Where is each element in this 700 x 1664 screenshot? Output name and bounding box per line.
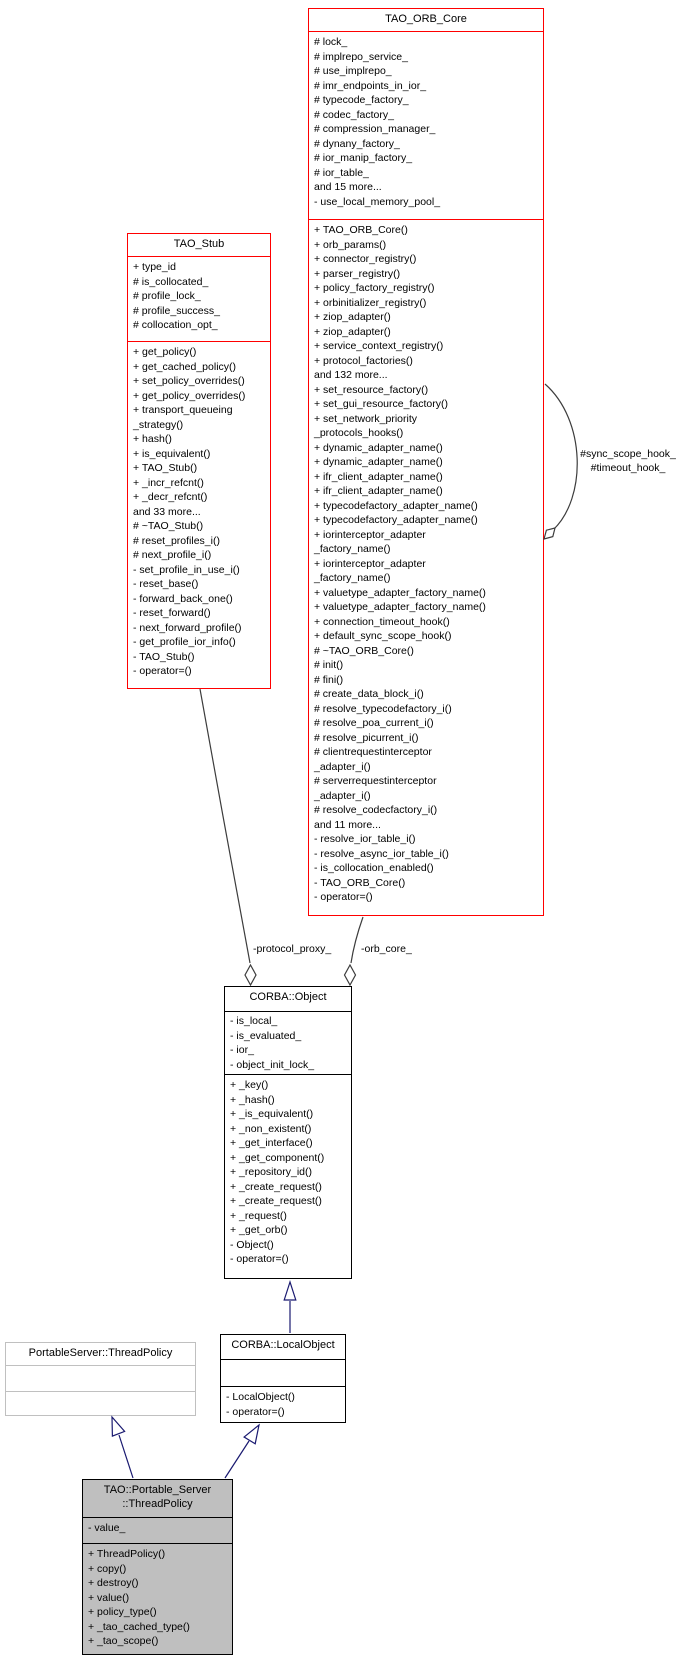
edge-label-hooks xyxy=(556,448,700,475)
class-attributes xyxy=(128,256,270,341)
edge-label-sync-scope-hook: #sync_scope_hook_ xyxy=(580,448,676,460)
member-line: - resolve_async_ior_table_i() xyxy=(314,847,449,860)
member-line: and 15 more... xyxy=(314,181,382,193)
member-line: + set_network_priority xyxy=(314,412,418,425)
class-box-portableserver-threadpolicy[interactable] xyxy=(5,1342,196,1416)
member-line: + _tao_scope() xyxy=(88,1635,159,1647)
member-line: # implrepo_service_ xyxy=(314,50,408,63)
class-methods xyxy=(83,1543,232,1654)
member-line: + _create_request() xyxy=(230,1195,322,1207)
class-title[interactable] xyxy=(309,9,543,31)
class-title-line: CORBA::LocalObject xyxy=(231,1339,335,1351)
member-line: # next_profile_i() xyxy=(133,549,212,561)
class-title[interactable] xyxy=(128,234,270,256)
edge-label-protocol-proxy: -protocol_proxy_ xyxy=(253,943,332,955)
member-line: - operator=() xyxy=(226,1405,285,1418)
member-line: and 132 more... xyxy=(314,369,388,381)
member-line: + iorinterceptor_adapter xyxy=(314,528,426,541)
member-line: + get_policy() xyxy=(133,346,197,358)
class-box-tao-portable-server-threadpolicy[interactable] xyxy=(82,1479,233,1655)
member-line: + orbinitializer_registry() xyxy=(314,296,427,309)
member-line: # serverrequestinterceptor xyxy=(314,775,437,787)
member-line: # profile_success_ xyxy=(133,304,220,317)
class-title-line: PortableServer::ThreadPolicy xyxy=(28,1347,173,1359)
member-line: - is_local_ xyxy=(230,1015,278,1027)
class-attributes xyxy=(6,1365,195,1391)
member-line: - operator=() xyxy=(133,665,192,677)
member-line: _adapter_i() xyxy=(314,760,371,773)
member-line: + _decr_refcnt() xyxy=(133,491,208,503)
member-line: + get_cached_policy() xyxy=(133,360,237,373)
member-line: + _get_interface() xyxy=(230,1137,313,1149)
member-line: + protocol_factories() xyxy=(314,354,413,367)
member-line: - reset_forward() xyxy=(133,607,211,619)
member-line: + _get_component() xyxy=(230,1151,325,1164)
member-line: + _incr_refcnt() xyxy=(133,476,204,489)
member-line: - ior_ xyxy=(230,1044,254,1056)
class-title[interactable] xyxy=(6,1343,195,1365)
member-line: - reset_base() xyxy=(133,578,199,590)
member-line: - resolve_ior_table_i() xyxy=(314,833,416,845)
class-methods xyxy=(225,1074,351,1278)
member-line: + valuetype_adapter_factory_name() xyxy=(314,586,486,599)
member-line: + connector_registry() xyxy=(314,253,417,265)
member-line: # resolve_picurrent_i() xyxy=(314,731,419,744)
member-line: - forward_back_one() xyxy=(133,592,233,605)
class-methods xyxy=(128,341,270,688)
member-line: _factory_name() xyxy=(314,543,391,555)
class-title[interactable] xyxy=(225,987,351,1011)
class-title-line: ::ThreadPolicy xyxy=(122,1497,193,1510)
member-line: _factory_name() xyxy=(314,572,391,584)
member-line: + set_resource_factory() xyxy=(314,383,429,396)
member-line: + connection_timeout_hook() xyxy=(314,615,450,628)
member-line: + ziop_adapter() xyxy=(314,325,391,338)
member-line: + ziop_adapter() xyxy=(314,311,391,323)
member-line: - get_profile_ior_info() xyxy=(133,636,236,648)
class-box-tao-orb-core[interactable] xyxy=(308,8,544,916)
inheritance-edge-threadpolicy-localobject xyxy=(225,1441,249,1478)
open-diamond-icon xyxy=(345,965,356,985)
member-line: + value() xyxy=(88,1591,130,1604)
member-line: - use_local_memory_pool_ xyxy=(314,195,441,208)
member-line: # imr_endpoints_in_ior_ xyxy=(314,79,427,92)
member-line: + ThreadPolicy() xyxy=(88,1548,166,1560)
member-line: + get_policy_overrides() xyxy=(133,389,246,402)
class-box-corba-object[interactable] xyxy=(224,986,352,1279)
class-title[interactable] xyxy=(83,1480,232,1517)
open-diamond-icon xyxy=(245,965,256,985)
member-line: - TAO_ORB_Core() xyxy=(314,876,406,889)
member-line: # ~TAO_ORB_Core() xyxy=(314,644,414,657)
member-line: - operator=() xyxy=(230,1253,289,1265)
class-title-line: CORBA::Object xyxy=(249,991,327,1003)
member-line: # clientrequestinterceptor xyxy=(314,746,432,758)
member-line: + _is_equivalent() xyxy=(230,1108,314,1120)
member-line: - is_evaluated_ xyxy=(230,1029,302,1042)
class-title-line: TAO::Portable_Server xyxy=(103,1484,212,1496)
member-line: + dynamic_adapter_name() xyxy=(314,456,443,468)
class-attributes xyxy=(83,1517,232,1543)
member-line: + _key() xyxy=(230,1079,269,1091)
member-line: + policy_type() xyxy=(88,1606,157,1618)
edge-label-orb-core: -orb_core_ xyxy=(361,943,412,955)
member-line: and 33 more... xyxy=(133,505,201,518)
member-line: + default_sync_scope_hook() xyxy=(314,630,452,642)
class-title-line: TAO_Stub xyxy=(173,238,225,250)
member-line: + policy_factory_registry() xyxy=(314,282,435,294)
member-line: + typecodefactory_adapter_name() xyxy=(314,499,478,512)
member-line: + _get_orb() xyxy=(230,1224,288,1236)
class-box-tao-stub[interactable] xyxy=(127,233,271,689)
member-line: - next_forward_profile() xyxy=(133,621,242,634)
member-line: + destroy() xyxy=(88,1577,139,1589)
member-line: + ifr_client_adapter_name() xyxy=(314,485,443,497)
member-line: # use_implrepo_ xyxy=(314,65,392,77)
member-line: + _tao_cached_type() xyxy=(88,1620,190,1633)
member-line: # ior_table_ xyxy=(314,166,369,179)
member-line: # resolve_codecfactory_i() xyxy=(314,804,438,816)
member-line: + set_policy_overrides() xyxy=(133,375,245,387)
member-line: # reset_profiles_i() xyxy=(133,534,220,547)
class-methods xyxy=(309,219,543,915)
member-line: + copy() xyxy=(88,1562,127,1575)
open-triangle-icon xyxy=(244,1425,259,1444)
class-methods xyxy=(221,1386,345,1422)
class-attributes xyxy=(225,1011,351,1074)
member-line: + TAO_ORB_Core() xyxy=(314,224,408,236)
member-line: _adapter_i() xyxy=(314,789,371,802)
member-line: + TAO_Stub() xyxy=(133,462,198,474)
member-line: # is_collocated_ xyxy=(133,275,209,288)
class-attributes xyxy=(309,31,543,219)
member-line: + type_id xyxy=(133,261,176,273)
class-title-line: TAO_ORB_Core xyxy=(385,13,467,25)
member-line: - LocalObject() xyxy=(226,1391,295,1403)
open-triangle-icon xyxy=(112,1417,125,1436)
member-line: # init() xyxy=(314,659,344,671)
member-line: + transport_queueing xyxy=(133,404,233,416)
open-diamond-icon xyxy=(544,528,555,539)
member-line: - set_profile_in_use_i() xyxy=(133,563,240,576)
member-line: + _repository_id() xyxy=(230,1166,312,1178)
member-line: + is_equivalent() xyxy=(133,447,211,460)
member-line: # profile_lock_ xyxy=(133,290,201,302)
member-line: # dynany_factory_ xyxy=(314,137,400,150)
class-methods xyxy=(6,1391,195,1415)
member-line: + _request() xyxy=(230,1209,287,1222)
member-line: - object_init_lock_ xyxy=(230,1058,315,1071)
member-line: + _non_existent() xyxy=(230,1122,312,1135)
member-line: # codec_factory_ xyxy=(314,108,394,121)
member-line: + iorinterceptor_adapter xyxy=(314,557,426,570)
member-line: # resolve_typecodefactory_i() xyxy=(314,702,452,715)
member-line: - Object() xyxy=(230,1238,274,1251)
member-line: - TAO_Stub() xyxy=(133,650,195,663)
member-line: - operator=() xyxy=(314,891,373,903)
aggregation-edge-protocol-proxy xyxy=(200,689,250,963)
member-line: # compression_manager_ xyxy=(314,123,436,135)
inheritance-edge-threadpolicy-ps xyxy=(119,1435,133,1478)
open-triangle-icon xyxy=(284,1282,296,1300)
member-line: + valuetype_adapter_factory_name() xyxy=(314,601,486,613)
member-line: + typecodefactory_adapter_name() xyxy=(314,514,478,526)
member-line: + _hash() xyxy=(230,1093,275,1106)
member-line: # typecode_factory_ xyxy=(314,94,409,106)
member-line: # ior_manip_factory_ xyxy=(314,152,413,164)
member-line: # resolve_poa_current_i() xyxy=(314,717,434,729)
member-line: and 11 more... xyxy=(314,818,381,831)
class-box-corba-localobject[interactable] xyxy=(220,1334,346,1423)
member-line: + _create_request() xyxy=(230,1180,322,1193)
member-line: + parser_registry() xyxy=(314,267,401,280)
member-line: _protocols_hooks() xyxy=(314,427,404,439)
member-line: + ifr_client_adapter_name() xyxy=(314,470,443,483)
member-line: # collocation_opt_ xyxy=(133,319,218,331)
member-line: - value_ xyxy=(88,1522,126,1534)
member-line: # fini() xyxy=(314,673,344,686)
member-line: + hash() xyxy=(133,433,172,445)
class-title[interactable] xyxy=(221,1335,345,1359)
member-line: # ~TAO_Stub() xyxy=(133,520,204,532)
member-line: - is_collocation_enabled() xyxy=(314,862,434,874)
member-line: + service_context_registry() xyxy=(314,340,444,352)
member-line: + set_gui_resource_factory() xyxy=(314,398,448,410)
member-line: # lock_ xyxy=(314,36,348,48)
member-line: + dynamic_adapter_name() xyxy=(314,441,443,454)
member-line: + orb_params() xyxy=(314,238,387,251)
member-line: _strategy() xyxy=(133,418,184,431)
edge-label-timeout-hook: #timeout_hook_ xyxy=(590,461,666,474)
class-attributes xyxy=(221,1359,345,1386)
member-line: # create_data_block_i() xyxy=(314,688,424,700)
